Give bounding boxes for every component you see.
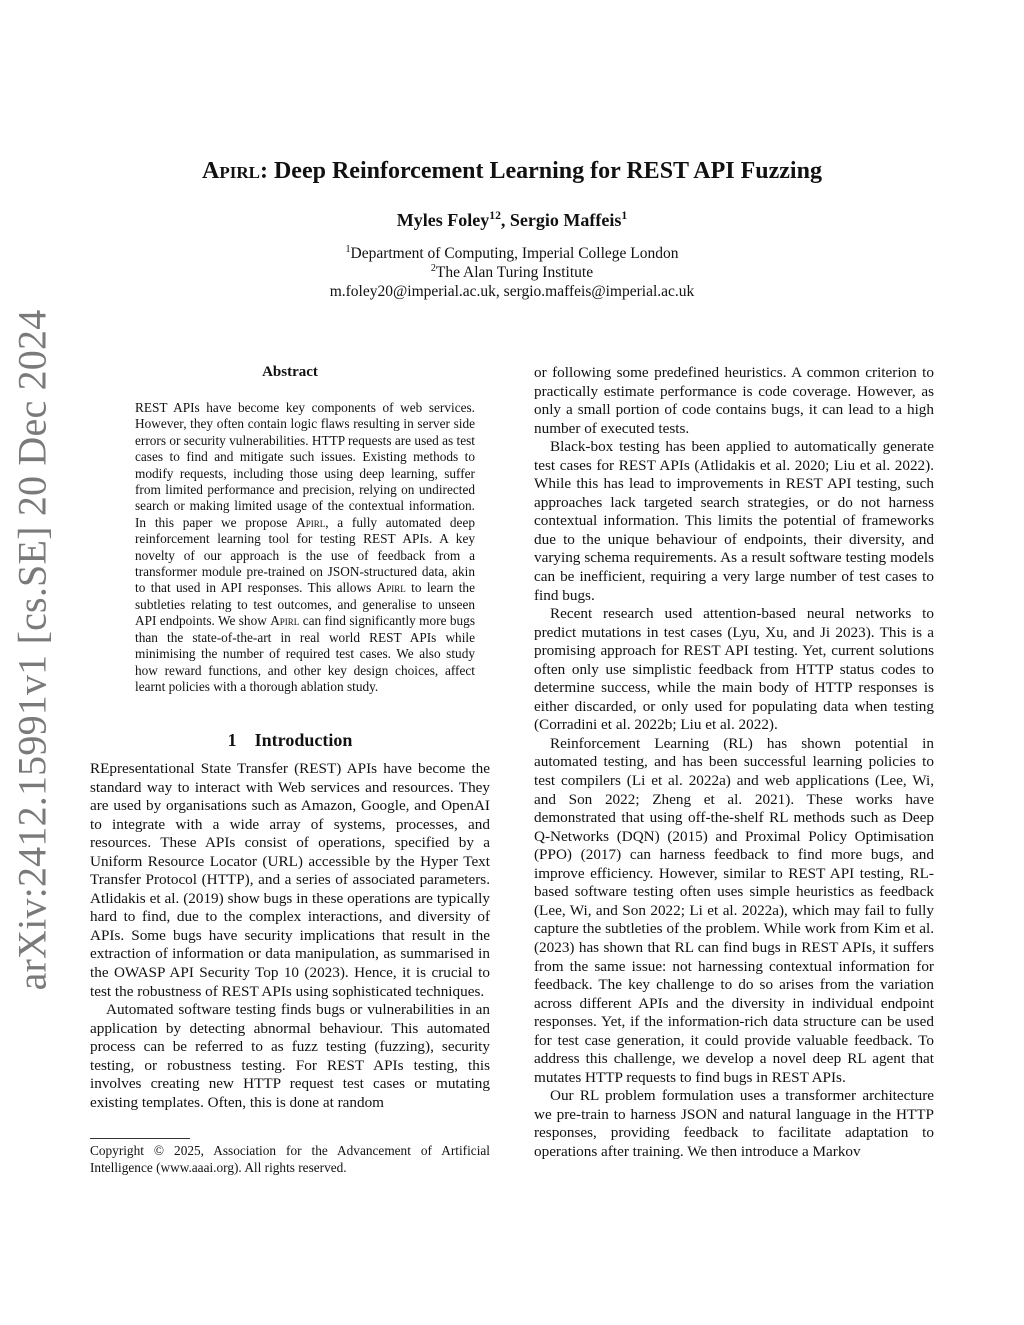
body-paragraph: REpresentational State Transfer (REST) APIs have become the standard way to interact with Web services and resources. They are used by organisations such as Amazon, Google, and OpenAI to integrate with a wide array of systems, processes, and resources. These APIs consist of operations, specified by a Uniform Resource Locator (URL) accessible by the Hyper Text Transfer Protocol (HTTP), and a series of associated parameters. Atlidakis et al. (2019) show bugs in these operations are typically hard to find, due to the complex interactions, and diversity of APIs. Some bugs have security implications that result in the extraction of information or data manipulation, as summarised in the OWASP API Security Top 10 (2023). Hence, it is crucial to test the robustness of REST APIs using sophisticated techniques. bbox=[90, 760, 490, 1000]
tool-name: Apirl bbox=[376, 580, 406, 596]
affiliation-line bbox=[0, 263, 1024, 282]
affiliation-marker: 2 bbox=[430, 262, 436, 274]
arxiv-sidebar bbox=[2, 309, 62, 991]
body-paragraph: or following some predefined heuristics. A common criterion to practically estimate performance is code coverage. However, as only a small portion of code contains bugs, it can lead to a high number of executed tests. bbox=[534, 364, 934, 437]
section-title: Introduction bbox=[254, 730, 353, 750]
affiliations bbox=[0, 244, 1024, 301]
body-paragraph: Our RL problem formulation uses a transformer architecture we pre-train to harness JSON and natural language in the HTTP responses, providing feedback to facilitate adaptation to operations after training. We then introduce a Markov bbox=[534, 1087, 934, 1160]
body-paragraph: Recent research used attention-based neural networks to predict mutations in test cases (Lyu, Xu, and Ji 2023). This is a promising approach for REST API testing. Yet, current solutions often only use simplistic feedback from HTTP status codes to determine success, while the main body of HTTP responses is either discarded, or only used for populating data when testing (Corradini et al. 2022b; Liu et al. 2022). bbox=[534, 605, 934, 734]
affiliation-marker: 1 bbox=[345, 243, 351, 255]
body-paragraph: Black-box testing has been applied to automatically generate test cases for REST APIs (Atlidakis et al. 2020; Liu et al. 2022). While this has lead to improvements in REST API testing, such approaches lack targeted search strategies, or do not harness contextual information. This limits the potential of frameworks due to the unique behaviour of endpoints, their diversity, and varying schema requirements. As a result software testing models can be inefficient, requiring a very large number of test cases to find bugs. bbox=[534, 438, 934, 604]
author-list bbox=[0, 210, 1024, 231]
author-affiliation-marker: 1 bbox=[621, 209, 628, 222]
affiliation-text: Department of Computing, Imperial College London bbox=[350, 245, 679, 262]
paper-title bbox=[0, 158, 1024, 185]
abstract-body bbox=[135, 400, 475, 695]
affiliation-line bbox=[0, 244, 1024, 263]
abstract-text: , a fully automated deep reinforcement learning tool for testing REST APIs. A key novelty of our approach is the use of feedback from a transformer module pre-trained on JSON-structured data, akin to that used in API responses. This allows bbox=[135, 514, 475, 596]
section-heading bbox=[90, 730, 490, 751]
abstract-text: REST APIs have become key components of web services. However, they often contain logic flaws resulting in server side errors or security vulnerabilities. HTTP requests are used as test cases to find and mitigate such issues. Existing methods to modify requests, including those using deep learning, suffer from limited performance and precision, relying on undirected search or making limited usage of the contextual information. In this paper we propose bbox=[135, 400, 475, 530]
left-column bbox=[90, 760, 490, 1112]
abstract-text: to learn the subtleties relating to test outcomes, and generalise to unseen API endpoints. We show bbox=[135, 580, 475, 629]
section-number: 1 bbox=[227, 730, 237, 750]
title-tool-name: Apirl bbox=[202, 158, 260, 184]
author-separator: , bbox=[500, 210, 510, 230]
affiliation-text: The Alan Turing Institute bbox=[435, 264, 594, 281]
arxiv-identifier: arXiv:2412.15991v1 [cs.SE] 20 Dec 2024 bbox=[9, 309, 55, 991]
author-name: Sergio Maffeis bbox=[509, 210, 622, 230]
author-name: Myles Foley bbox=[396, 210, 490, 230]
abstract-heading: Abstract bbox=[262, 364, 318, 380]
title-text: : Deep Reinforcement Learning for REST API Fuzzing bbox=[259, 158, 822, 184]
tool-name: Apirl bbox=[270, 613, 300, 629]
author-affiliation-marker: 12 bbox=[489, 209, 501, 222]
body-paragraph: Automated software testing finds bugs or vulnerabilities in an application by detecting abnormal behaviour. This automated process can be referred to as fuzz testing (fuzzing), security testing, or robustness testing. For REST APIs testing, this involves creating new HTTP request test cases or mutating existing templates. Often, this is done at random bbox=[90, 1001, 490, 1111]
footnote-divider bbox=[90, 1138, 190, 1139]
tool-name: Apirl bbox=[296, 514, 326, 530]
abstract-text: can find significantly more bugs than the state-of-the-art in real world REST APIs while minimising the number of required test cases. We also study how reward functions, and other key design choices, affect learnt policies with a thorough ablation study. bbox=[135, 613, 475, 694]
body-paragraph: Reinforcement Learning (RL) has shown potential in automated testing, and has been successful learning policies to test compilers (Li et al. 2022a) and web applications (Lee, Wi, and Son 2022; Zheng et al. 2021). These works have demonstrated that using off-the-shelf RL methods such as Deep Q-Networks (DQN) (2015) and Proximal Policy Optimisation (PPO) (2017) can harness feedback to find more bugs, and improve efficiency. However, similar to REST API testing, RL-based software testing often uses simple heuristics as feedback (Lee, Wi, and Son 2022; Li et al. 2022a), which may fail to fully capture the subtleties of the problem. While work from Kim et al. (2023) has shown that RL can find bugs in REST APIs, it suffers from the same issue: not harnessing contextual information for feedback. The key challenge to do so arises from the variation across different APIs and the diversity in individual endpoint responses. Yet, if the information-rich data structure can be used for test case generation, it could provide valuable feedback. To address this challenge, we develop a novel deep RL agent that mutates HTTP requests to find bugs in REST APIs. bbox=[534, 734, 934, 1086]
copyright-footnote: Copyright © 2025, Association for the Advancement of Artificial Intelligence (www.aaai.org). All rights reserved. bbox=[90, 1143, 490, 1175]
right-column bbox=[534, 364, 934, 1162]
author-emails: m.foley20@imperial.ac.uk, sergio.maffeis@imperial.ac.uk bbox=[329, 283, 695, 300]
